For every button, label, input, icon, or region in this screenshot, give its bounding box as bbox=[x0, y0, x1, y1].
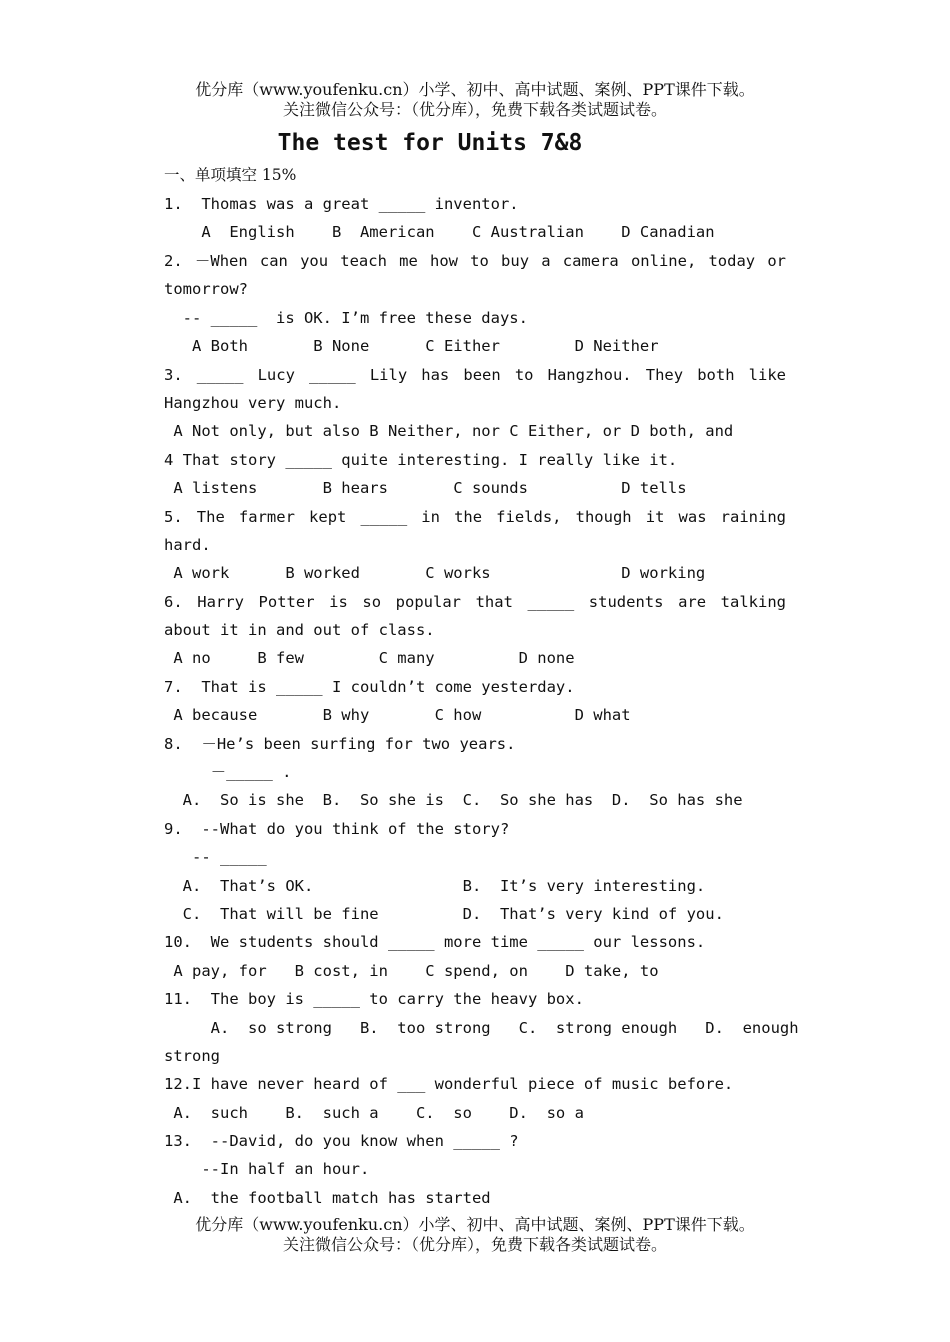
question-3-options: A Not only, but also B Neither, nor C Either, or D both, and bbox=[164, 422, 734, 440]
question-5: 5. The farmer kept _____ in the fields, though it was raining bbox=[164, 508, 786, 526]
question-9: 9. --What do you think of the story? bbox=[164, 820, 510, 838]
question-12: 12.I have never heard of ___ wonderful piece of music before. bbox=[164, 1075, 734, 1093]
question-3: 3. _____ Lucy _____ Lily has been to Hangzhou. They both like bbox=[164, 366, 786, 384]
question-1: 1. Thomas was a great _____ inventor. bbox=[164, 195, 519, 213]
question-13-reply: --In half an hour. bbox=[164, 1160, 370, 1178]
question-8-reply: －_____ . bbox=[164, 763, 292, 781]
page-title: The test for Units 7&8 bbox=[277, 130, 583, 156]
question-8-options: A. So is she B. So she is C. So she has D. So has she bbox=[164, 791, 743, 809]
section-heading: 一、单项填空 15% bbox=[164, 166, 297, 184]
question-9-options-cd: C. That will be fine D. That’s very kind of you. bbox=[164, 905, 724, 923]
question-10-options: A pay, for B cost, in C spend, on D take, to bbox=[164, 962, 659, 980]
question-11: 11. The boy is _____ to carry the heavy box. bbox=[164, 990, 584, 1008]
question-1-options: A English B American C Australian D Canadian bbox=[164, 223, 715, 241]
question-6-options: A no B few C many D none bbox=[164, 649, 575, 667]
question-10: 10. We students should _____ more time _____ our lessons. bbox=[164, 933, 706, 951]
question-4-options: A listens B hears C sounds D tells bbox=[164, 479, 687, 497]
question-6: 6. Harry Potter is so popular that _____ students are talking bbox=[164, 593, 786, 611]
question-13-option-a: A. the football match has started bbox=[164, 1189, 491, 1207]
question-2-options: A Both B None C Either D Neither bbox=[164, 337, 659, 355]
question-3-cont: Hangzhou very much. bbox=[164, 394, 342, 412]
header-line-2: 关注微信公众号：（优分库），免费下载各类试题试卷。 bbox=[282, 100, 667, 119]
question-11-options: A. so strong B. too strong C. strong enough D. enough bbox=[164, 1019, 799, 1037]
question-2-reply: -- _____ is OK. I’m free these days. bbox=[164, 309, 528, 327]
question-5-options: A work B worked C works D working bbox=[164, 564, 706, 582]
question-11-options-cont: strong bbox=[164, 1047, 220, 1065]
question-7: 7. That is _____ I couldn’t come yesterday. bbox=[164, 678, 575, 696]
question-9-options-ab: A. That’s OK. B. It’s very interesting. bbox=[164, 877, 706, 895]
question-2-cont: tomorrow? bbox=[164, 280, 248, 298]
question-2: 2. －When can you teach me how to buy a camera online, today or bbox=[164, 252, 786, 270]
header-line-1: 优分库（www.youfenku.cn）小学、初中、高中试题、案例、PPT课件下载。 bbox=[195, 80, 755, 99]
question-4: 4 That story _____ quite interesting. I really like it. bbox=[164, 451, 678, 469]
question-9-reply: -- _____ bbox=[164, 848, 267, 866]
question-13: 13. --David, do you know when _____ ? bbox=[164, 1132, 519, 1150]
footer-line-2: 关注微信公众号：（优分库），免费下载各类试题试卷。 bbox=[282, 1235, 667, 1254]
question-12-options: A. such B. such a C. so D. so a bbox=[164, 1104, 584, 1122]
footer-line-1: 优分库（www.youfenku.cn）小学、初中、高中试题、案例、PPT课件下载。 bbox=[195, 1215, 755, 1234]
question-6-cont: about it in and out of class. bbox=[164, 621, 435, 639]
question-5-cont: hard. bbox=[164, 536, 211, 554]
question-8: 8. －He’s been surfing for two years. bbox=[164, 735, 516, 753]
question-7-options: A because B why C how D what bbox=[164, 706, 631, 724]
